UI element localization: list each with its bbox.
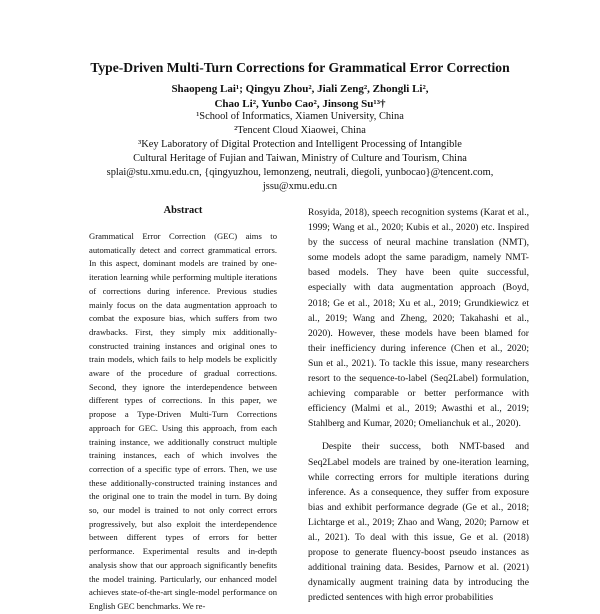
authors-line-2: Chao Li², Yunbo Cao², Jinsong Su¹³† bbox=[214, 98, 386, 110]
author-list bbox=[0, 82, 600, 112]
abstract-paragraph: Grammatical Error Correction (GEC) aims to automatically detect and correct grammatical errors. In this aspect, dominant models are trained by one-iteration learning while performing multiple iterations of corrections during inference. Previous studies mainly focus on the data augmentation approach to combat the exposure bias, which suffers from two drawbacks. First, they simply mix additionally-constructed training instances and original ones to train models, which fails to help models be explicitly aware of the procedure of gradual corrections. Second, they ignore the interdependence between different types of corrections. In this paper, we propose a Type-Driven Multi-Turn Corrections approach for GEC. Using this approach, from each training instance, we additionally construct multiple training instances, each of which involves the correction of a specific type of errors. Then, we use these additionally-constructed training instances and the original one to train the model in turn. By doing so, our model is trained to not only correct errors progressively, but also exploit the interdependence between different types of errors for better performance. Experimental results and in-depth analysis show that our approach significantly benefits the model training. Particularly, our enhanced model achieves state-of-the-art single-model performance on English GEC benchmarks. We re- bbox=[89, 231, 277, 611]
intro-paragraph-2: Despite their success, both NMT-based and Seq2Label models are trained by one-iteration learning, while correcting errors for multiple iterations during inference. As a consequence, they suffer from exposure bias and exhibit performance degrade (Ge et al., 2018; Lichtarge et al., 2019; Zhao and Wang, 2020; Parnow et al., 2021). To deal with this issue, Ge et al. (2018) propose to generate fluency-boost pseudo instances as additional training data. Besides, Parnow et al. (2021) dynamically augment training data by introducing the predicted sentences with high error probabilities bbox=[308, 441, 529, 604]
intro-paragraph-1: Rosyida, 2018), speech recognition systems (Karat et al., 1999; Wang et al., 2020; Kubis et al., 2020) etc. Inspired by the success of neural machine translation (NMT), some models adopt the same paradigm, namely NMT-based models. They have been quite successful, especially with data augmentation approach (Boyd, 2018; Ge et al., 2018; Xu et al., 2019; Grundkiewicz et al., 2019; Wang and Zheng, 2020; Takahashi et al., 2020). However, these models have been blamed for their inefficiency during inference (Chen et al., 2020; Sun et al., 2021). To tackle this issue, many researchers resort to the sequence-to-label (Seq2Label) formulation, achieving comparable or better performance with efficiency (Malmi et al., 2019; Awasthi et al., 2019; Stahlberg and Kumar, 2020; Omelianchuk et al., 2020). bbox=[308, 207, 529, 430]
paper-title: Type-Driven Multi-Turn Corrections for Grammatical Error Correction bbox=[90, 60, 510, 75]
abstract-heading: Abstract bbox=[163, 205, 203, 216]
affiliations bbox=[0, 110, 600, 194]
abstract-body bbox=[89, 230, 277, 614]
abstract-column bbox=[89, 205, 277, 614]
affiliation-1: ¹School of Informatics, Xiamen University, China bbox=[196, 111, 404, 122]
affiliation-3a: ³Key Laboratory of Digital Protection and Intelligent Processing of Intangible bbox=[138, 139, 462, 150]
email-line-2: jssu@xmu.edu.cn bbox=[262, 181, 338, 192]
intro-column bbox=[308, 205, 529, 613]
intro-body bbox=[308, 205, 529, 605]
affiliation-2: ²Tencent Cloud Xiaowei, China bbox=[234, 125, 366, 136]
email-line-1: splai@stu.xmu.edu.cn, {qingyuzhou, lemonzeng, neutrali, diegoli, yunbocao}@tencent.com, bbox=[106, 167, 494, 178]
authors-line-1: Shaopeng Lai¹; Qingyu Zhou², Jiali Zeng², Zhongli Li², bbox=[171, 83, 429, 95]
affiliation-3b: Cultural Heritage of Fujian and Taiwan, Ministry of Culture and Tourism, China bbox=[133, 153, 467, 164]
